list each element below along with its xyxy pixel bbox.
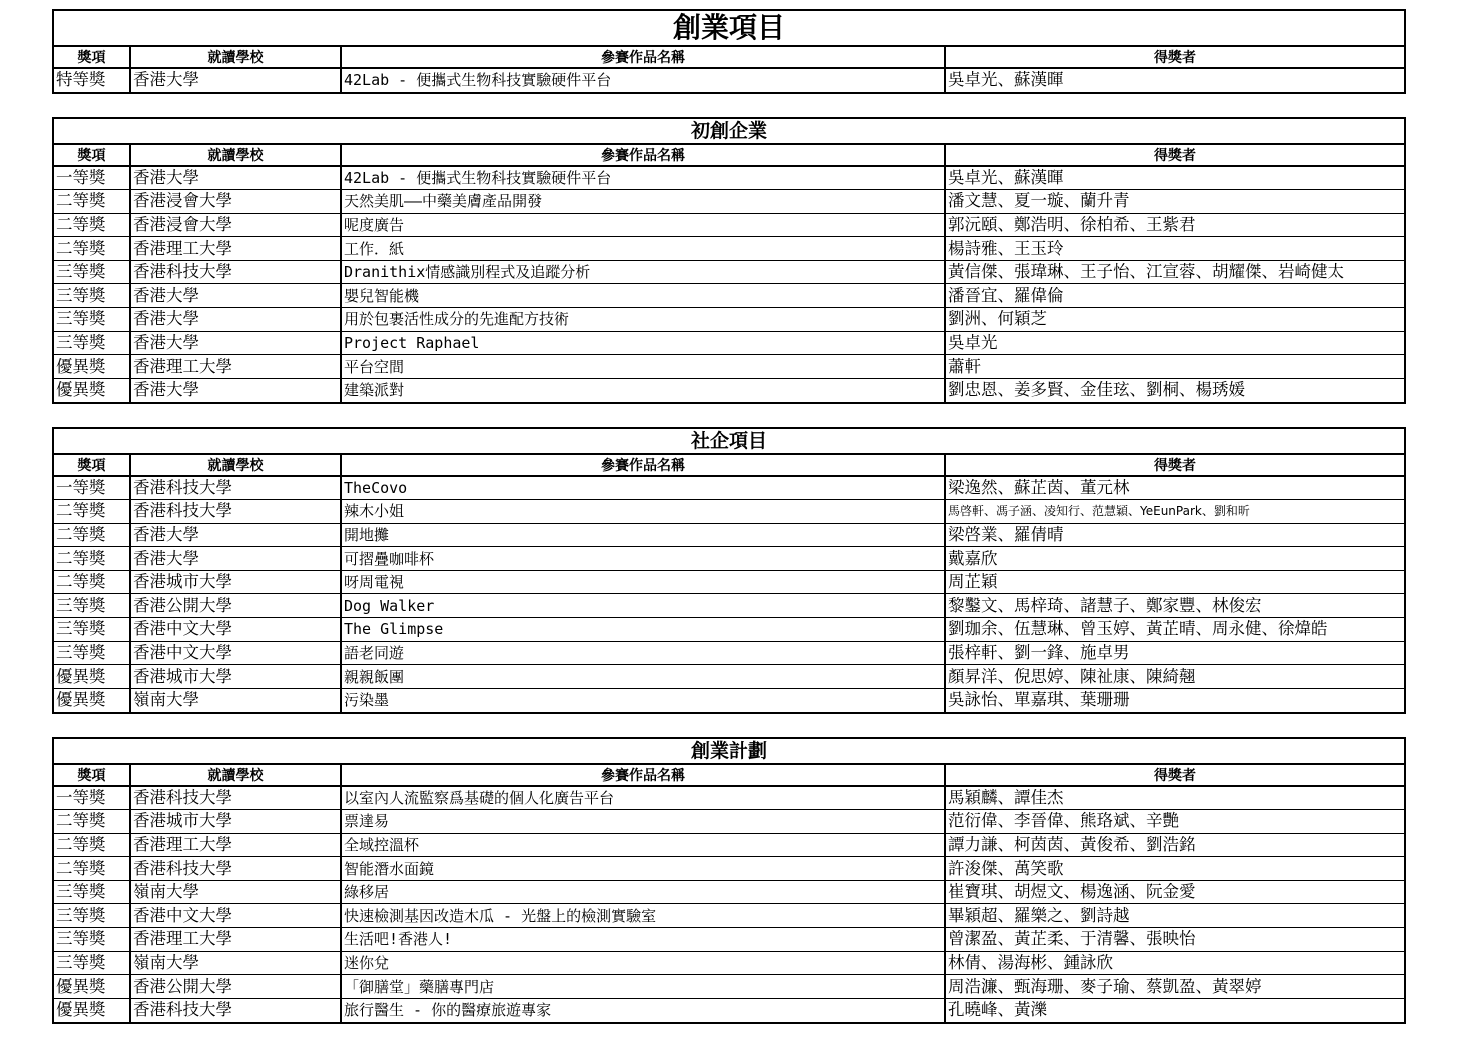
- table-row: [54, 331, 1404, 355]
- award-cell: 一等獎: [54, 476, 130, 500]
- table-row: [54, 904, 1404, 928]
- award-cell: 特等獎: [54, 68, 130, 92]
- project-cell: TheCovo: [341, 476, 945, 500]
- award-cell: 二等獎: [54, 810, 130, 834]
- school-cell: 香港大學: [130, 547, 341, 571]
- winners-cell: 周浩濂、甄海珊、麥子瑜、蔡凱盈、黃翠婷: [945, 975, 1404, 999]
- table-row: [54, 500, 1404, 524]
- school-cell: 香港理工大學: [130, 928, 341, 952]
- project-cell: 辣木小姐: [341, 500, 945, 524]
- project-cell: 親親飯團: [341, 665, 945, 689]
- school-cell: 香港中文大學: [130, 618, 341, 642]
- award-cell: 二等獎: [54, 523, 130, 547]
- award-cell: 二等獎: [54, 547, 130, 571]
- school-cell: 嶺南大學: [130, 951, 341, 975]
- table-row: [54, 260, 1404, 284]
- winners-cell: 孔曉峰、黃濼: [948, 1000, 1047, 1020]
- header-school: 就讀學校: [130, 765, 341, 786]
- table-row: [54, 237, 1404, 261]
- table-row: [54, 975, 1404, 999]
- table-row: [54, 928, 1404, 952]
- winners-cell: 周芷穎: [945, 570, 1404, 594]
- project-cell: 以室內人流監察爲基礎的個人化廣告平台: [341, 786, 945, 810]
- project-cell: 迷你兌: [341, 951, 945, 975]
- project-cell: 嬰兒智能機: [341, 284, 945, 308]
- school-cell: 香港科技大學: [130, 857, 341, 881]
- winners-cell: 蕭軒: [945, 355, 1404, 379]
- table-row: [54, 308, 1404, 332]
- school-cell: 香港公開大學: [130, 975, 341, 999]
- school-cell: 香港浸會大學: [130, 190, 341, 214]
- awards-table: [54, 145, 1404, 402]
- header-award: 獎項: [54, 47, 130, 68]
- winners-cell: 黎鑿文、馬梓琦、諸慧子、鄭家豐、林俊宏: [945, 594, 1404, 618]
- winners-cell: 吳詠怡、單嘉琪、葉珊珊: [948, 690, 1130, 710]
- school-cell: 香港理工大學: [130, 237, 341, 261]
- winners-cell: 張梓軒、劉一鋒、施卓男: [945, 641, 1404, 665]
- winners-cell: 吳卓光、蘇漢暉: [948, 70, 1064, 90]
- winners-cell: 潘文慧、夏一璇、蘭升青: [945, 190, 1404, 214]
- table-row: [54, 665, 1404, 689]
- project-cell: 工作．紙: [341, 237, 945, 261]
- header-winners: 得獎者: [945, 455, 1404, 476]
- award-cell: 三等獎: [54, 951, 130, 975]
- winners-cell: 馬穎麟、譚佳杰: [945, 786, 1404, 810]
- award-cell: 三等獎: [54, 618, 130, 642]
- project-cell: 平台空間: [341, 355, 945, 379]
- header-row: [54, 145, 1404, 166]
- award-cell: 三等獎: [54, 904, 130, 928]
- project-cell: 旅行醫生 - 你的醫療旅遊專家: [341, 998, 945, 1022]
- table-row: [54, 523, 1404, 547]
- award-cell: 優異獎: [54, 975, 130, 999]
- winners-cell: 顏昇洋、倪思婷、陳祉康、陳綺翹: [945, 665, 1404, 689]
- winners-cell: 范衍偉、李晉偉、熊珞斌、辛艷: [945, 810, 1404, 834]
- winners-cell: 劉珈余、伍慧琳、曾玉婷、黃芷晴、周永健、徐煒皓: [945, 618, 1404, 642]
- award-cell: 優異獎: [54, 355, 130, 379]
- table-row: [54, 213, 1404, 237]
- table-row: [54, 810, 1404, 834]
- award-cell: 二等獎: [54, 500, 130, 524]
- header-row: [54, 47, 1404, 68]
- award-cell: 優異獎: [54, 688, 130, 712]
- winners-cell: 劉忠恩、姜多賢、金佳玹、劉桐、楊琇媛: [948, 380, 1245, 400]
- school-cell: 香港科技大學: [130, 786, 341, 810]
- header-winners: 得獎者: [945, 47, 1404, 68]
- winners-cell: 譚力謙、柯茵茵、黃俊希、劉浩銘: [945, 833, 1404, 857]
- header-school: 就讀學校: [130, 455, 341, 476]
- table-row: [54, 355, 1404, 379]
- school-cell: 香港大學: [130, 378, 341, 402]
- school-cell: 香港大學: [130, 68, 341, 92]
- project-cell: 用於包裹活性成分的先進配方技術: [341, 308, 945, 332]
- project-cell: Dranithix情感識別程式及追蹤分析: [341, 260, 945, 284]
- project-cell: 42Lab - 便攜式生物科技實驗硬件平台: [341, 68, 945, 92]
- table-row: [54, 166, 1404, 190]
- school-cell: 嶺南大學: [130, 880, 341, 904]
- award-cell: 三等獎: [54, 641, 130, 665]
- table-row: [54, 378, 1404, 402]
- table-row: [54, 688, 1404, 712]
- table-row: [54, 68, 1404, 92]
- school-cell: 香港大學: [130, 166, 341, 190]
- school-cell: 香港科技大學: [130, 476, 341, 500]
- award-cell: 三等獎: [54, 331, 130, 355]
- project-cell: 語老同遊: [341, 641, 945, 665]
- header-award: 獎項: [54, 455, 130, 476]
- header-project: 參賽作品名稱: [341, 455, 945, 476]
- header-row: [54, 455, 1404, 476]
- header-school: 就讀學校: [130, 47, 341, 68]
- award-cell: 三等獎: [54, 928, 130, 952]
- award-cell: 二等獎: [54, 833, 130, 857]
- header-award: 獎項: [54, 765, 130, 786]
- winners-cell: 馬啓軒、馮子涵、凌知行、范慧穎、YeEunPark、劉和昕: [945, 500, 1404, 524]
- winners-cell: 劉洲、何穎芝: [945, 308, 1404, 332]
- table-row: [54, 880, 1404, 904]
- award-cell: 三等獎: [54, 260, 130, 284]
- table-row: [54, 284, 1404, 308]
- section-title: 初創企業: [54, 119, 1404, 145]
- winners-cell: 黃信傑、張瑋琳、王子怡、江宣蓉、胡耀傑、岩崎健太: [945, 260, 1404, 284]
- school-cell: 香港科技大學: [130, 998, 341, 1022]
- award-cell: 二等獎: [54, 190, 130, 214]
- winners-cell: 郭沅頤、鄭浩明、徐柏希、王紫君: [945, 213, 1404, 237]
- project-cell: Project Raphael: [341, 331, 945, 355]
- section-title: 創業計劃: [54, 739, 1404, 765]
- awards-table: [54, 455, 1404, 712]
- award-cell: 三等獎: [54, 594, 130, 618]
- table-row: [54, 618, 1404, 642]
- project-cell: 呢度廣告: [341, 213, 945, 237]
- project-cell: 全域控溫杯: [341, 833, 945, 857]
- table-row: [54, 476, 1404, 500]
- project-cell: 票達易: [341, 810, 945, 834]
- award-cell: 優異獎: [54, 665, 130, 689]
- table-row: [54, 951, 1404, 975]
- header-project: 參賽作品名稱: [341, 47, 945, 68]
- award-cell: 三等獎: [54, 308, 130, 332]
- table-row: [54, 833, 1404, 857]
- award-cell: 二等獎: [54, 237, 130, 261]
- header-winners: 得獎者: [945, 145, 1404, 166]
- winners-cell: 許浚傑、萬笑歌: [945, 857, 1404, 881]
- school-cell: 香港中文大學: [130, 904, 341, 928]
- school-cell: 香港理工大學: [130, 355, 341, 379]
- header-award: 獎項: [54, 145, 130, 166]
- school-cell: 香港大學: [130, 523, 341, 547]
- winners-cell: 梁啓業、羅倩晴: [945, 523, 1404, 547]
- school-cell: 香港理工大學: [130, 833, 341, 857]
- section-title: 社企項目: [54, 429, 1404, 455]
- winners-cell: 戴嘉欣: [945, 547, 1404, 571]
- award-cell: 二等獎: [54, 570, 130, 594]
- school-cell: 香港大學: [130, 331, 341, 355]
- section-startup-projects: [52, 9, 1406, 94]
- school-cell: 香港浸會大學: [130, 213, 341, 237]
- section-business-plans: [52, 737, 1406, 1024]
- award-cell: 優異獎: [54, 378, 130, 402]
- table-row: [54, 857, 1404, 881]
- header-row: [54, 765, 1404, 786]
- winners-cell: 畢穎超、羅樂之、劉詩越: [945, 904, 1404, 928]
- project-cell: 42Lab - 便攜式生物科技實驗硬件平台: [341, 166, 945, 190]
- award-cell: 一等獎: [54, 166, 130, 190]
- award-cell: 二等獎: [54, 213, 130, 237]
- project-cell: 生活吧!香港人!: [341, 928, 945, 952]
- awards-table: [54, 765, 1404, 1022]
- school-cell: 香港中文大學: [130, 641, 341, 665]
- school-cell: 香港科技大學: [130, 260, 341, 284]
- project-cell: 呀周電視: [341, 570, 945, 594]
- school-cell: 香港科技大學: [130, 500, 341, 524]
- winners-cell: 吳卓光: [945, 331, 1404, 355]
- project-cell: 建築派對: [341, 378, 945, 402]
- school-cell: 嶺南大學: [130, 688, 341, 712]
- school-cell: 香港城市大學: [130, 665, 341, 689]
- project-cell: 「御膳堂」藥膳專門店: [341, 975, 945, 999]
- award-cell: 二等獎: [54, 857, 130, 881]
- school-cell: 香港公開大學: [130, 594, 341, 618]
- winners-cell: 崔寶琪、胡煜文、楊逸涵、阮金愛: [945, 880, 1404, 904]
- school-cell: 香港大學: [130, 284, 341, 308]
- winners-cell: 吳卓光、蘇漢暉: [945, 166, 1404, 190]
- winners-cell: 林倩、湯海彬、鍾詠欣: [945, 951, 1404, 975]
- project-cell: 開地攤: [341, 523, 945, 547]
- winners-cell: 楊詩雅、王玉玲: [945, 237, 1404, 261]
- header-winners: 得獎者: [945, 765, 1404, 786]
- winners-cell: 曾潔盈、黃芷柔、于清馨、張映怡: [945, 928, 1404, 952]
- section-social-enterprise: [52, 427, 1406, 714]
- project-cell: 天然美肌——中藥美膚產品開發: [341, 190, 945, 214]
- table-row: [54, 594, 1404, 618]
- project-cell: 快速檢測基因改造木瓜 - 光盤上的檢測實驗室: [341, 904, 945, 928]
- project-cell: Dog Walker: [341, 594, 945, 618]
- table-row: [54, 570, 1404, 594]
- table-row: [54, 786, 1404, 810]
- school-cell: 香港城市大學: [130, 570, 341, 594]
- award-cell: 三等獎: [54, 284, 130, 308]
- project-cell: The Glimpse: [341, 618, 945, 642]
- project-cell: 污染墨: [341, 688, 945, 712]
- awards-table: [54, 47, 1404, 92]
- header-project: 參賽作品名稱: [341, 765, 945, 786]
- header-school: 就讀學校: [130, 145, 341, 166]
- school-cell: 香港城市大學: [130, 810, 341, 834]
- project-cell: 智能潛水面鏡: [341, 857, 945, 881]
- header-project: 參賽作品名稱: [341, 145, 945, 166]
- table-row: [54, 641, 1404, 665]
- project-cell: 可摺疊咖啡杯: [341, 547, 945, 571]
- project-cell: 綠移居: [341, 880, 945, 904]
- school-cell: 香港大學: [130, 308, 341, 332]
- table-row: [54, 190, 1404, 214]
- section-startup-companies: [52, 117, 1406, 404]
- award-cell: 優異獎: [54, 998, 130, 1022]
- table-row: [54, 998, 1404, 1022]
- winners-cell: 梁逸然、蘇芷茵、董元林: [945, 476, 1404, 500]
- section-title: 創業項目: [54, 11, 1404, 47]
- award-cell: 一等獎: [54, 786, 130, 810]
- award-cell: 三等獎: [54, 880, 130, 904]
- table-row: [54, 547, 1404, 571]
- winners-cell: 潘晉宜、羅偉倫: [945, 284, 1404, 308]
